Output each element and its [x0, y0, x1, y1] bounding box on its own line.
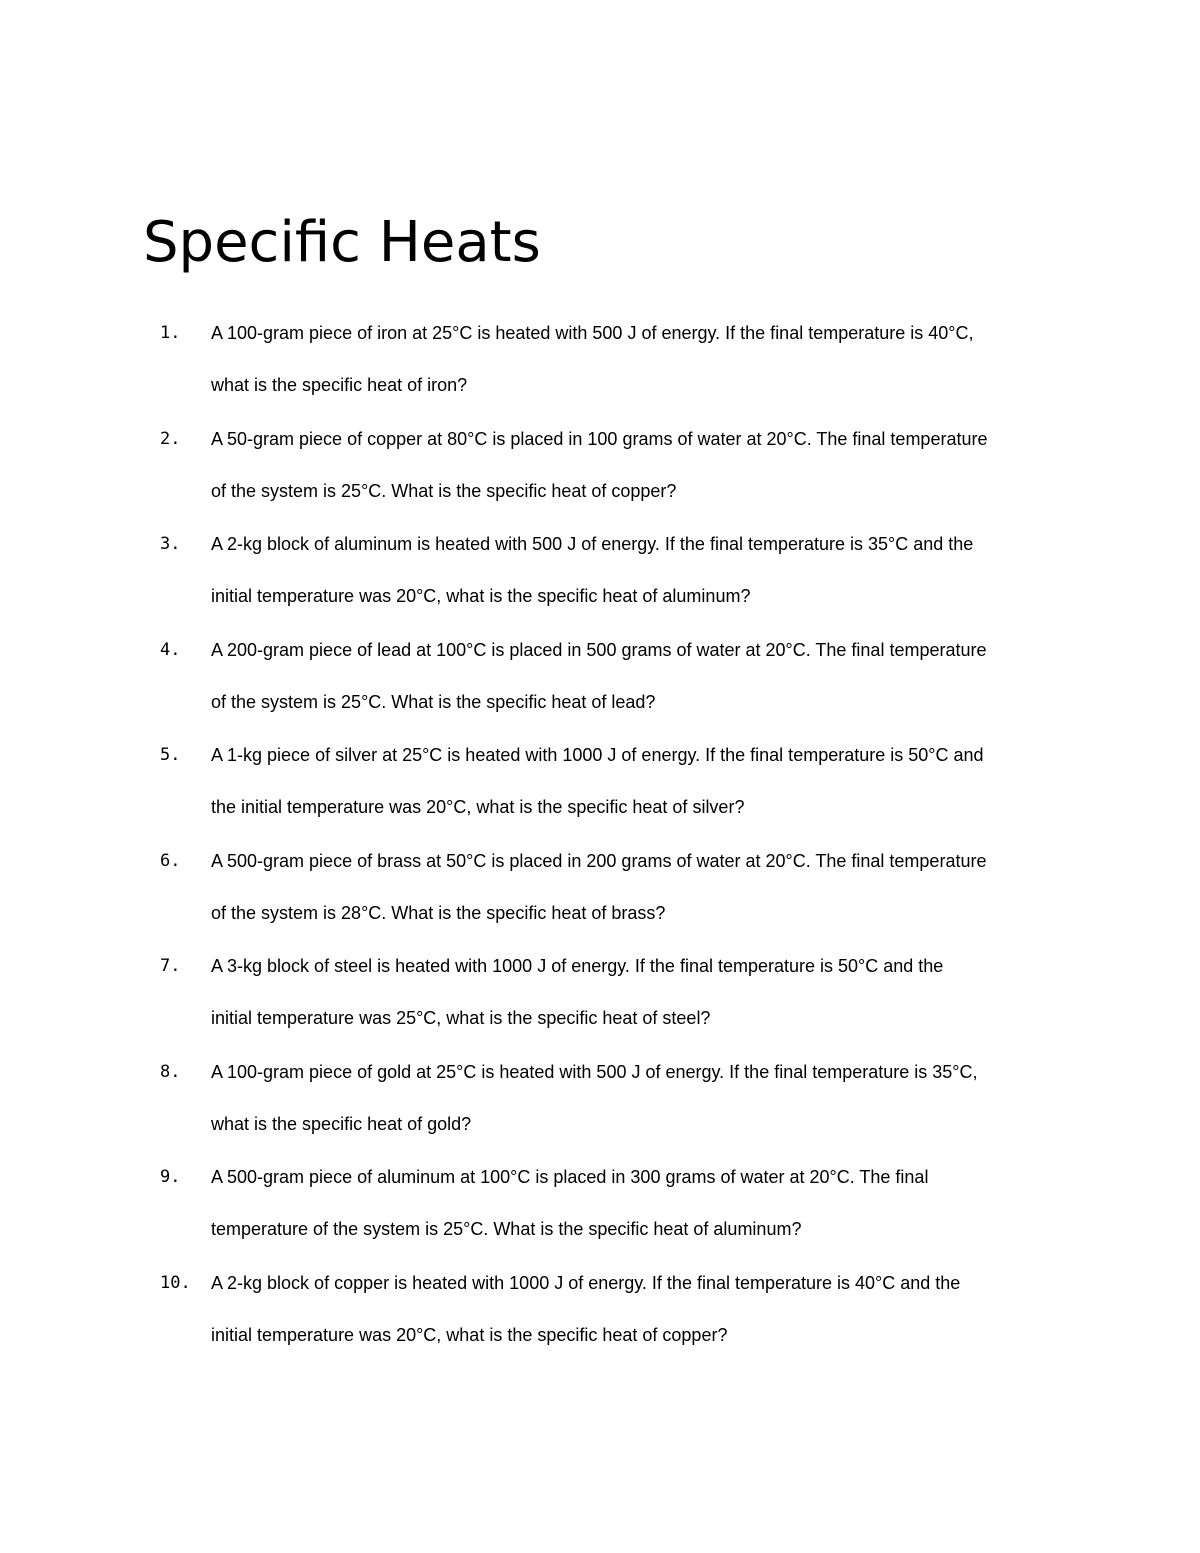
- question-item: [0, 1150, 1200, 1256]
- question-item: [0, 834, 1200, 940]
- question-item: [0, 1256, 1200, 1362]
- question-item: [0, 623, 1200, 729]
- question-text-line-2: what is the specific heat of iron?: [211, 375, 468, 395]
- question-text-line-1: A 100-gram piece of gold at 25°C is heated with 500 J of energy. If the final temperature is 35°C,: [211, 1061, 978, 1082]
- question-number: 8.: [160, 1061, 181, 1082]
- question-text-line-1: A 100-gram piece of iron at 25°C is heated with 500 J of energy. If the final temperature is 40°C,: [211, 323, 974, 343]
- question-item: [0, 517, 1200, 623]
- question-number: 7.: [160, 956, 181, 976]
- question-number: 4.: [160, 639, 181, 660]
- question-text-line-1: A 2-kg block of copper is heated with 1000 J of energy. If the final temperature is 40°C and the: [211, 1272, 961, 1293]
- question-list: [0, 306, 1200, 1361]
- question-text-line-1: A 50-gram piece of copper at 80°C is placed in 100 grams of water at 20°C. The final temperature: [211, 428, 988, 449]
- question-item: [0, 306, 1200, 412]
- question-text-line-1: A 500-gram piece of aluminum at 100°C is placed in 300 grams of water at 20°C. The final: [211, 1167, 929, 1187]
- question-text-line-1: A 200-gram piece of lead at 100°C is placed in 500 grams of water at 20°C. The final temperature: [211, 639, 987, 660]
- question-text-line-1: A 2-kg block of aluminum is heated with 500 J of energy. If the final temperature is 35°C and the: [211, 534, 974, 554]
- question-text-line-1: A 500-gram piece of brass at 50°C is placed in 200 grams of water at 20°C. The final temperature: [211, 850, 987, 871]
- question-text-line-2: what is the specific heat of gold?: [211, 1113, 472, 1134]
- question-item: [0, 412, 1200, 518]
- question-text-line-2: initial temperature was 25°C, what is the specific heat of steel?: [211, 1008, 711, 1028]
- page-title: Specific Heats: [143, 210, 541, 275]
- question-number: 10.: [160, 1272, 191, 1293]
- question-text-line-2: of the system is 25°C. What is the specific heat of lead?: [211, 691, 656, 712]
- question-number: 2.: [160, 428, 181, 449]
- question-text-line-2: of the system is 25°C. What is the specific heat of copper?: [211, 480, 677, 501]
- question-item: [0, 1045, 1200, 1151]
- question-number: 9.: [160, 1167, 181, 1187]
- question-number: 6.: [160, 850, 181, 871]
- question-text-line-2: initial temperature was 20°C, what is the specific heat of aluminum?: [211, 586, 751, 606]
- question-number: 1.: [160, 323, 181, 343]
- question-text-line-2: the initial temperature was 20°C, what is the specific heat of silver?: [211, 797, 745, 817]
- question-text-line-1: A 1-kg piece of silver at 25°C is heated with 1000 J of energy. If the final temperature is 50°C and: [211, 745, 984, 765]
- question-text-line-1: A 3-kg block of steel is heated with 1000 J of energy. If the final temperature is 50°C and the: [211, 956, 944, 976]
- question-text-line-2: of the system is 28°C. What is the specific heat of brass?: [211, 902, 666, 923]
- question-item: [0, 939, 1200, 1045]
- question-item: [0, 728, 1200, 834]
- question-number: 5.: [160, 745, 181, 765]
- question-text-line-2: initial temperature was 20°C, what is the specific heat of copper?: [211, 1324, 728, 1345]
- question-number: 3.: [160, 534, 181, 554]
- question-text-line-2: temperature of the system is 25°C. What is the specific heat of aluminum?: [211, 1219, 802, 1239]
